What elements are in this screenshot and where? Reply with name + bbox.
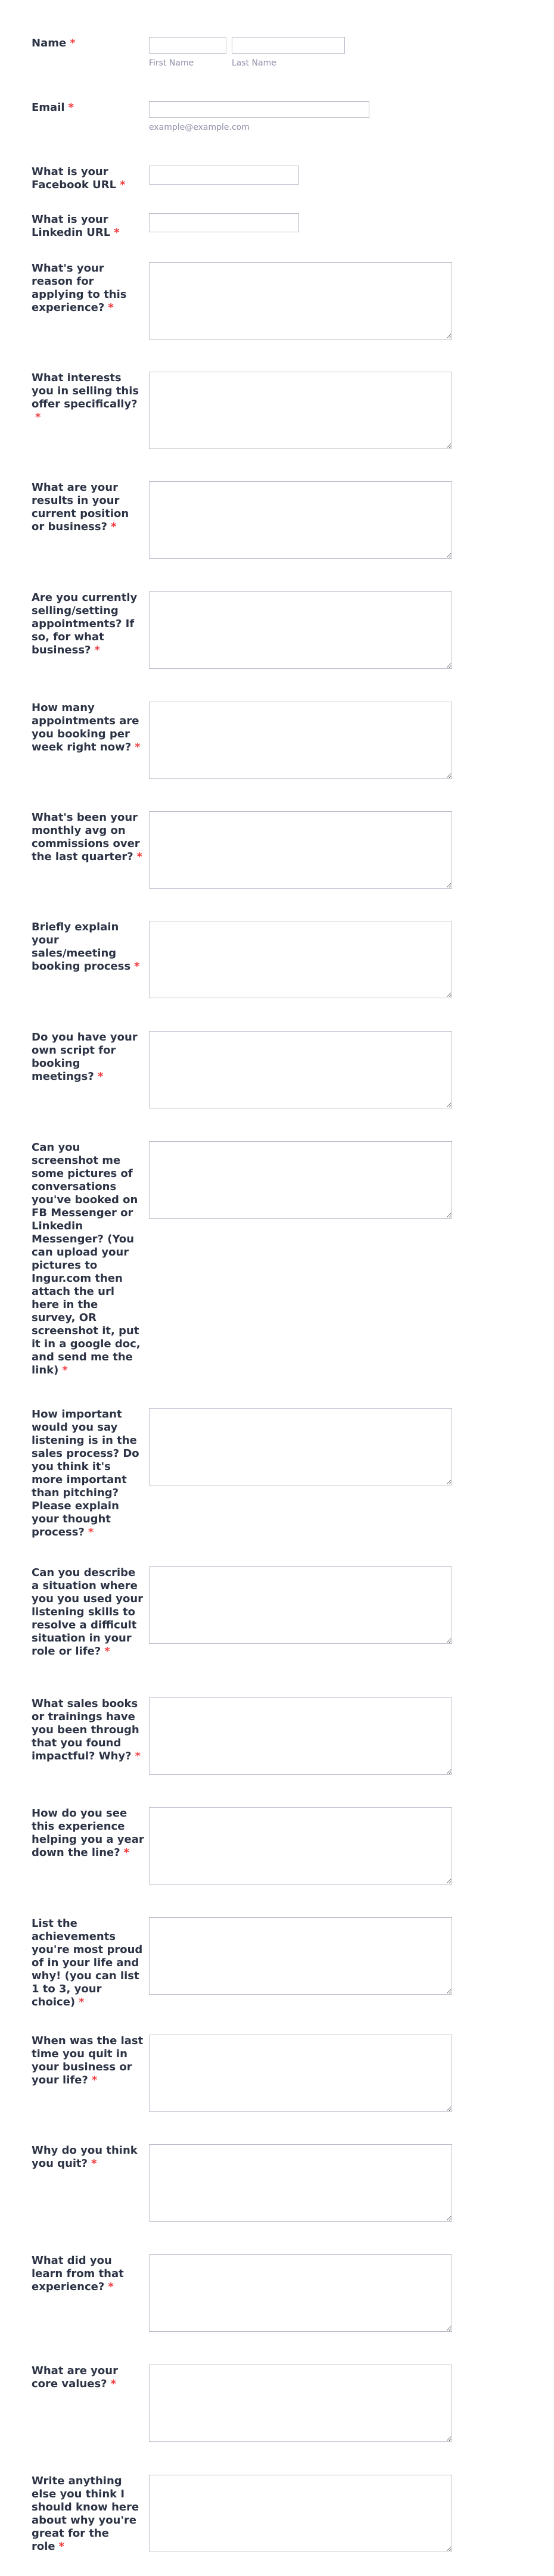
selling-textarea[interactable] [149,591,452,669]
situation-textarea[interactable] [149,1566,452,1644]
required-marker: * [91,2157,97,2170]
question-label: How do you see this experience helping you a year down the line? * [32,1807,144,1859]
question-label: How important would you say listening is in the sales process? Do you think it's more important than pitching? Please explain your thought process? * [32,1408,139,1538]
question-label: Write anything else you think I should know here about why you're great for the role * [32,2475,139,2553]
listening-textarea[interactable] [149,1408,452,1485]
email-question [0,101,554,137]
question-label: What's been your monthly avg on commissions over the last quarter? * [32,811,143,863]
required-marker: * [94,644,100,656]
facebook-label: What is your Facebook URL * [32,166,126,191]
question-label: When was the last time you quit in your business or your life? * [32,2035,144,2086]
facebook-question [0,166,554,195]
required-marker: * [114,226,120,239]
question-label: Why do you think you quit? * [32,2144,138,2170]
required-marker: * [58,2540,65,2553]
interests-textarea[interactable] [149,372,452,449]
email-input[interactable] [149,101,369,118]
required-marker: * [110,521,117,533]
required-marker: * [134,960,140,973]
reason-textarea[interactable] [149,262,452,339]
question-label: What are your core values? * [32,2365,118,2390]
required-marker: * [136,851,143,863]
email-label: Email * [32,101,74,114]
required-marker: * [108,301,114,314]
name-label: Name * [32,37,76,49]
name-question [0,37,554,73]
question-label: Can you screenshot me some pictures of conversations you've booked on FB Messenger or Linkedin Messenger? (You can upload your pictures to Ingur.com then attach the url here in the survey, OR screenshot it, put it in a google doc, and send me the link) * [32,1141,141,1376]
required-marker: * [135,741,141,753]
screenshots-textarea[interactable] [149,1141,452,1219]
linkedin-url-input[interactable] [149,213,299,232]
linkedin-label: What is your Linkedin URL * [32,213,120,239]
linkedin-question [0,213,554,243]
values-textarea[interactable] [149,2365,452,2442]
question-label: Briefly explain your sales/meeting booking process * [32,921,140,973]
appointments-textarea[interactable] [149,702,452,779]
quit-textarea[interactable] [149,2035,452,2112]
required-marker: * [104,1645,110,1658]
process-textarea[interactable] [149,921,452,998]
required-marker: * [88,1526,94,1538]
question-label: Can you describe a situation where you you used your listening skills to resolve a difficult situation in your role or life? * [32,1566,144,1658]
email-sublabel: example@example.com [149,123,250,132]
required-marker: * [110,2378,117,2390]
books-textarea[interactable] [149,1697,452,1775]
question-label: Are you currently selling/setting appointments? If so, for what business? * [32,591,138,656]
required-marker: * [120,179,126,191]
results-textarea[interactable] [149,481,452,559]
required-marker: * [79,1996,85,2008]
facebook-url-input[interactable] [149,166,299,185]
why-quit-textarea[interactable] [149,2144,452,2222]
question-label: What are your results in your current position or business? * [32,481,129,533]
required-marker: * [123,1846,130,1859]
required-marker: * [135,1750,141,1762]
last-name-sublabel: Last Name [232,58,276,68]
required-marker: * [108,2281,114,2293]
question-label: List the achievements you're most proud of in your life and why! (you can list 1 to 3, your choice) * [32,1917,143,2008]
commissions-textarea[interactable] [149,811,452,889]
first-name-input[interactable] [149,37,226,54]
required-marker: * [97,1070,104,1083]
first-name-sublabel: First Name [149,58,194,68]
required-marker: * [91,2074,98,2086]
script-textarea[interactable] [149,1031,452,1108]
anything-else-textarea[interactable] [149,2475,452,2552]
required-marker: * [35,411,41,423]
question-label: What interests you in selling this offer specifically?* [32,372,139,423]
achievements-textarea[interactable] [149,1917,452,1995]
question-label: How many appointments are you booking per week right now? * [32,702,141,753]
question-label: What's your reason for applying to this experience? * [32,262,127,314]
question-label: What sales books or trainings have you been through that you found impactful? Why? * [32,1697,141,1762]
question-label: What did you learn from that experience? * [32,2254,124,2293]
last-name-input[interactable] [232,37,345,54]
learn-textarea[interactable] [149,2254,452,2332]
required-marker: * [62,1364,68,1376]
question-label: Do you have your own script for booking meetings? * [32,1031,138,1083]
required-marker: * [68,101,74,114]
future-textarea[interactable] [149,1807,452,1885]
required-marker: * [70,37,76,49]
